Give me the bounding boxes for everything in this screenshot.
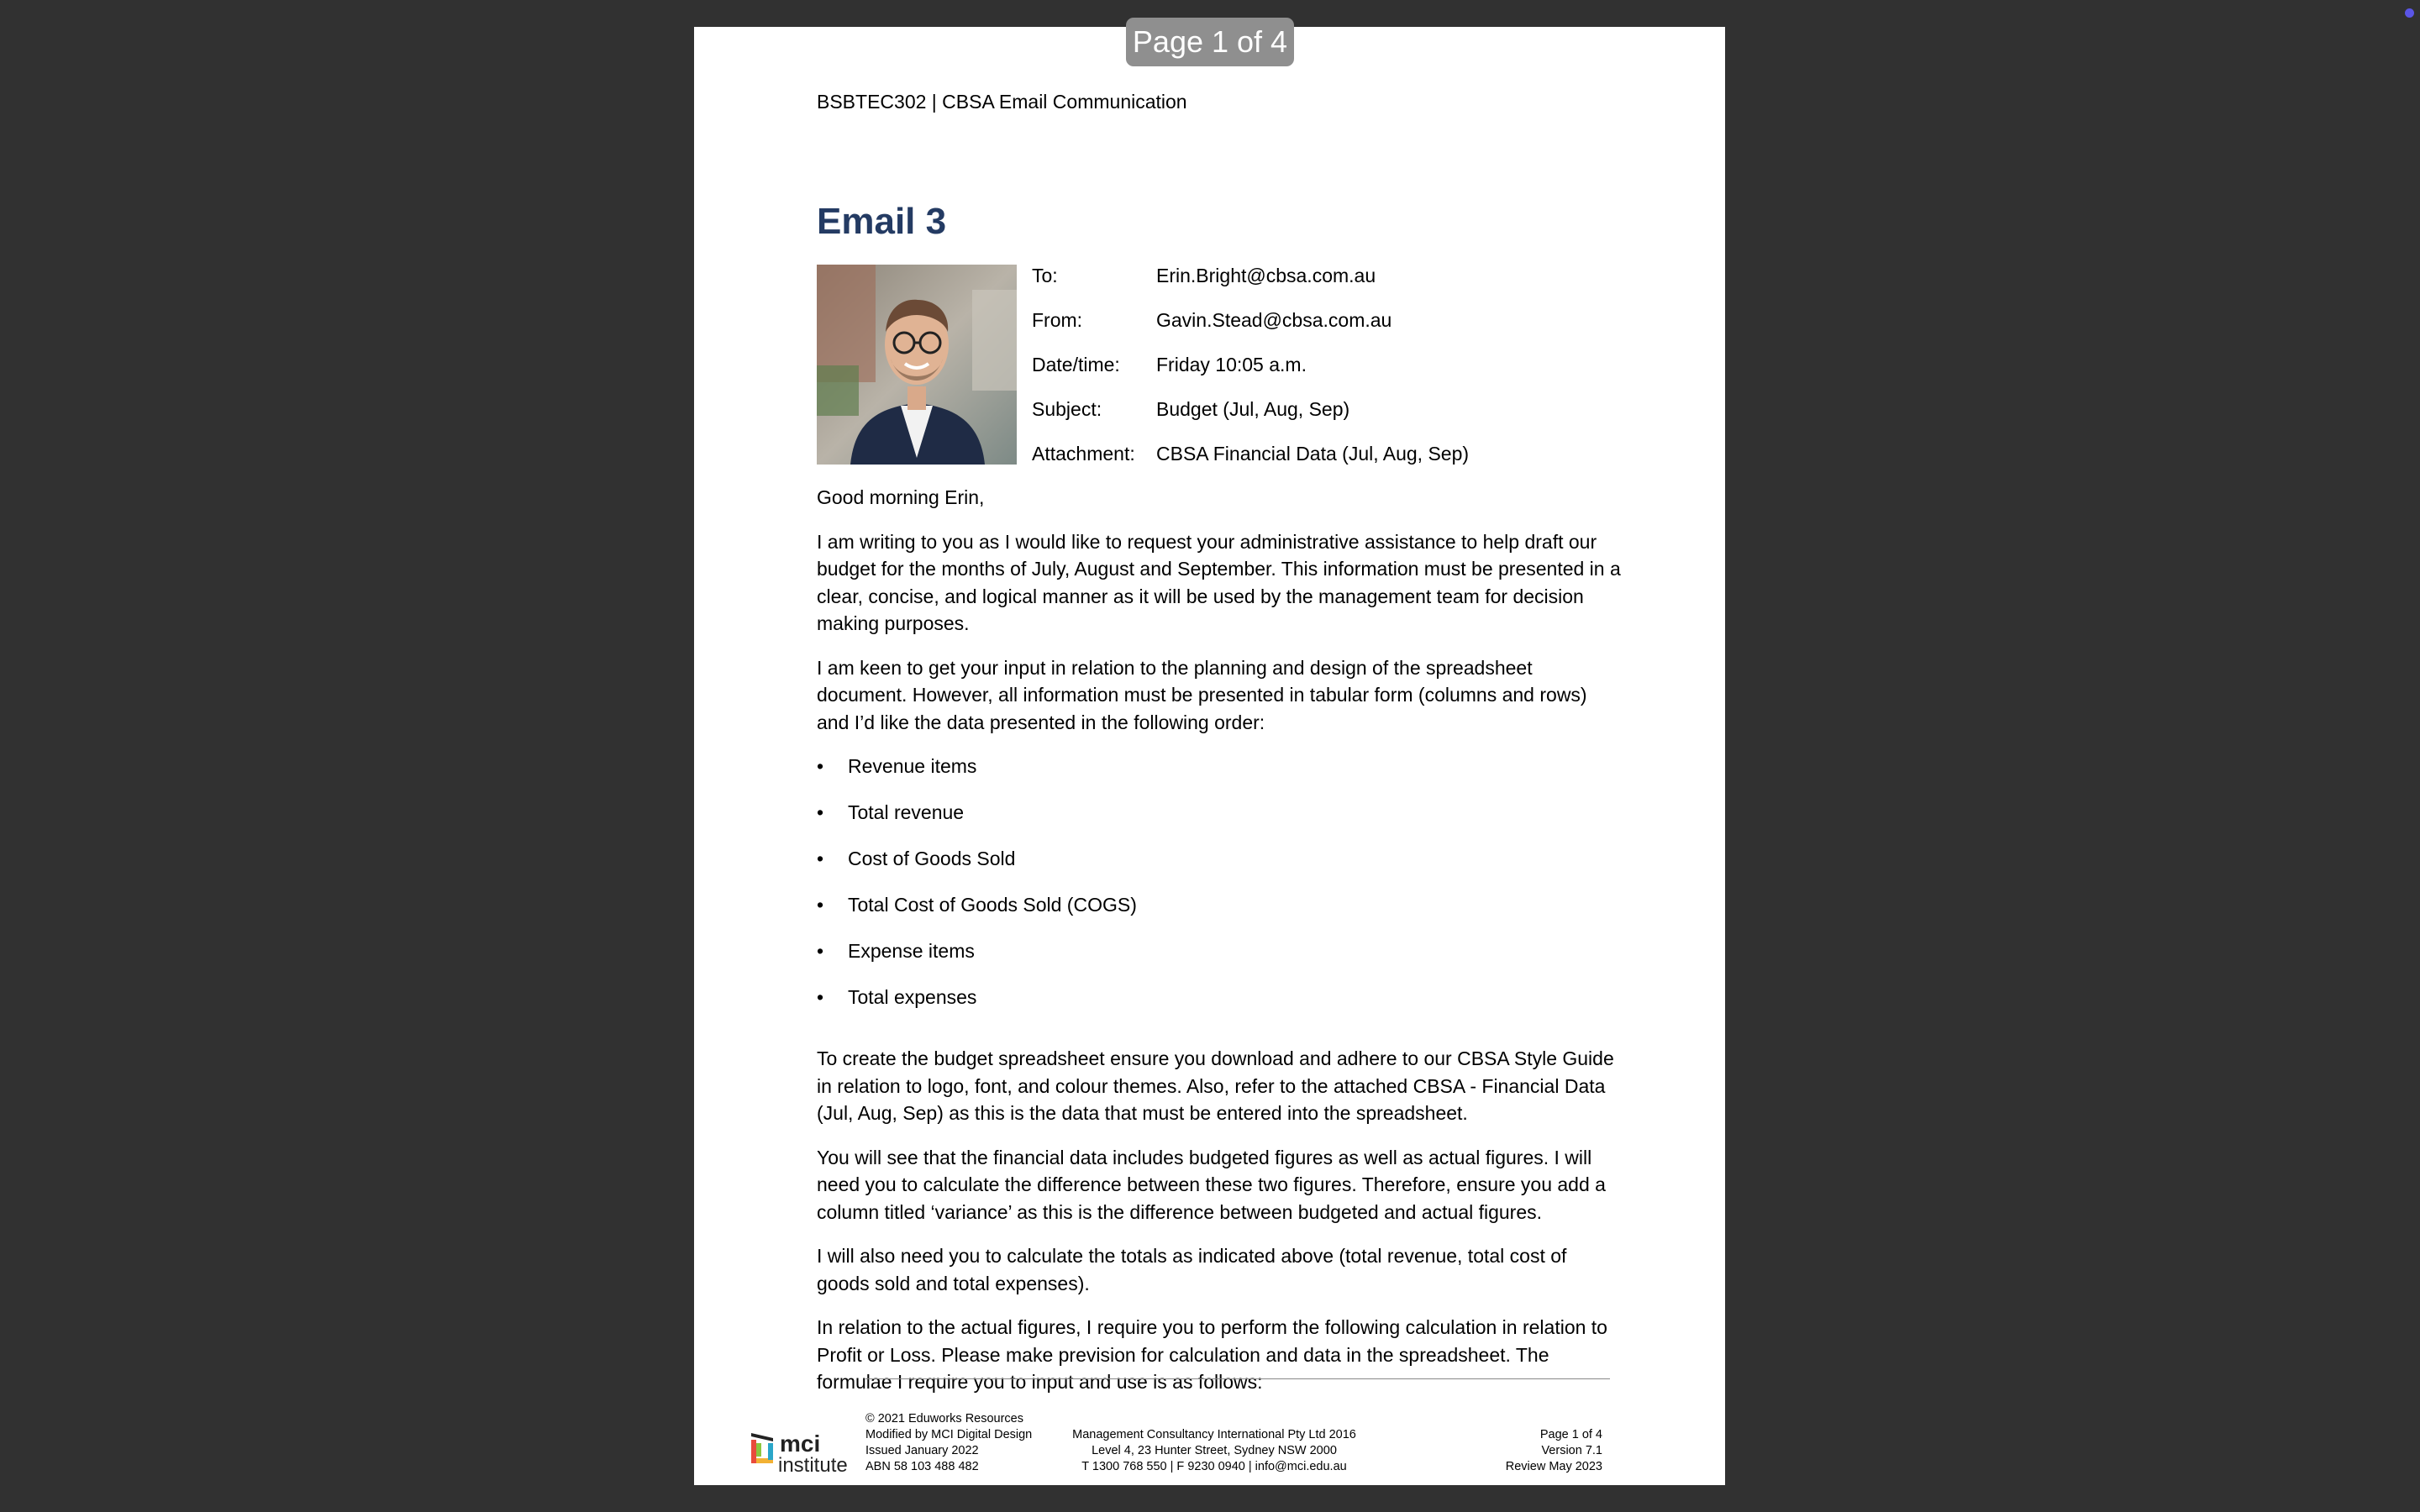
logo-text-bottom: institute	[778, 1454, 848, 1477]
bullet-icon: •	[817, 940, 824, 962]
list-item-text: Total expenses	[848, 986, 977, 1008]
meta-datetime-value: Friday 10:05 a.m.	[1156, 354, 1307, 375]
page-indicator: Page 1 of 4	[1126, 18, 1294, 66]
paragraph-3: To create the budget spreadsheet ensure you download and adhere to our CBSA Style Guide in relation to logo, font, and colour themes. Also, refer to the attached CBSA - Financial Data (Jul, Aug, Sep) as this is the data that must be entered into the spreadsheet.	[817, 1047, 1614, 1124]
paragraph-2: I am keen to get your input in relation to the planning and design of the spreadsheet document. However, all information must be presented in tabular form (columns and rows) and I’d like the data presented in the following order:	[817, 656, 1587, 733]
list-item-text: Revenue items	[848, 755, 977, 777]
footer-right	[1506, 1427, 1602, 1475]
email-body	[817, 484, 1623, 1413]
bullet-icon: •	[817, 986, 824, 1008]
bullet-icon: •	[817, 894, 824, 916]
list-item-text: Total revenue	[848, 801, 965, 823]
status-dot-icon	[2405, 8, 2414, 18]
list-item-text: Total Cost of Goods Sold (COGS)	[848, 894, 1137, 916]
meta-to-label: To:	[1032, 265, 1058, 286]
mci-logo-icon	[750, 1428, 859, 1478]
footer-modified: Modified by MCI Digital Design	[865, 1428, 1033, 1441]
footer-review: Review May 2023	[1505, 1460, 1602, 1473]
list-item	[817, 799, 1623, 845]
meta-from-value: Gavin.Stead@cbsa.com.au	[1156, 309, 1392, 331]
logo-text-top: mci	[780, 1431, 821, 1457]
paragraph-4: You will see that the financial data includes budgeted figures as well as actual figures. I will need you to calculate the difference between these two figures. Therefore, ensure you add a column titled ‘variance’ as this is the difference between budgeted and actual figures.	[817, 1146, 1606, 1223]
footer-abn: ABN 58 103 488 482	[865, 1460, 979, 1473]
bullet-icon: •	[817, 801, 824, 823]
mci-logo	[750, 1428, 859, 1478]
greeting: Good morning Erin,	[817, 486, 985, 508]
footer-issued: Issued January 2022	[865, 1444, 979, 1457]
footer-page-number: Page 1 of 4	[1539, 1428, 1602, 1441]
running-header: BSBTEC302 | CBSA Email Communication	[817, 91, 1187, 113]
paragraph-1: I am writing to you as I would like to request your administrative assistance to help draft our budget for the months of July, August and September. This information must be presented in a clear, concise, and logical manner as it will be used by the management team for decision making purposes.	[817, 530, 1621, 634]
meta-datetime-row	[1032, 351, 1469, 396]
list-item	[817, 891, 1623, 937]
sender-photo	[817, 265, 1017, 465]
document-page	[694, 27, 1725, 1485]
bullet-icon: •	[817, 848, 824, 869]
footer-left	[865, 1411, 1032, 1475]
footer-version: Version 7.1	[1541, 1444, 1602, 1457]
meta-attachment-row	[1032, 440, 1469, 485]
footer-address: Level 4, 23 Hunter Street, Sydney NSW 2000	[1092, 1444, 1337, 1457]
footer-copyright: © 2021 Eduworks Resources	[865, 1412, 1023, 1425]
paragraph-6: In relation to the actual figures, I require you to perform the following calculation in relation to Profit or Loss. Please make prevision for calculation and data in the spreadsheet. The formulae I require you to input and use is as follows:	[817, 1316, 1607, 1393]
list-item	[817, 937, 1623, 984]
footer-center	[1025, 1427, 1403, 1475]
order-list	[817, 753, 1623, 1030]
meta-subject-label: Subject:	[1032, 398, 1102, 420]
list-item	[817, 984, 1623, 1030]
bullet-icon: •	[817, 755, 824, 777]
list-item-text: Cost of Goods Sold	[848, 848, 1016, 869]
meta-attachment-label: Attachment:	[1032, 443, 1135, 465]
list-item	[817, 845, 1623, 891]
meta-to-row	[1032, 262, 1469, 307]
meta-attachment-value: CBSA Financial Data (Jul, Aug, Sep)	[1156, 443, 1470, 465]
meta-from-row	[1032, 307, 1469, 351]
email-meta	[1032, 262, 1469, 485]
list-item-text: Expense items	[848, 940, 975, 962]
meta-subject-row	[1032, 396, 1469, 440]
page-title: Email 3	[817, 201, 947, 242]
meta-to-value: Erin.Bright@cbsa.com.au	[1156, 265, 1376, 286]
list-item	[817, 753, 1623, 799]
meta-from-label: From:	[1032, 309, 1083, 331]
footer-company: Management Consultancy International Pty Ltd 2016	[1072, 1428, 1356, 1441]
meta-datetime-label: Date/time:	[1032, 354, 1120, 375]
meta-subject-value: Budget (Jul, Aug, Sep)	[1156, 398, 1350, 420]
footer-contact: T 1300 768 550 | F 9230 0940 | info@mci.edu.au	[1081, 1460, 1347, 1473]
footer-divider	[865, 1378, 1610, 1379]
sender-photo-image	[817, 265, 1017, 465]
paragraph-5: I will also need you to calculate the totals as indicated above (total revenue, total cost of goods sold and total expenses).	[817, 1245, 1567, 1294]
